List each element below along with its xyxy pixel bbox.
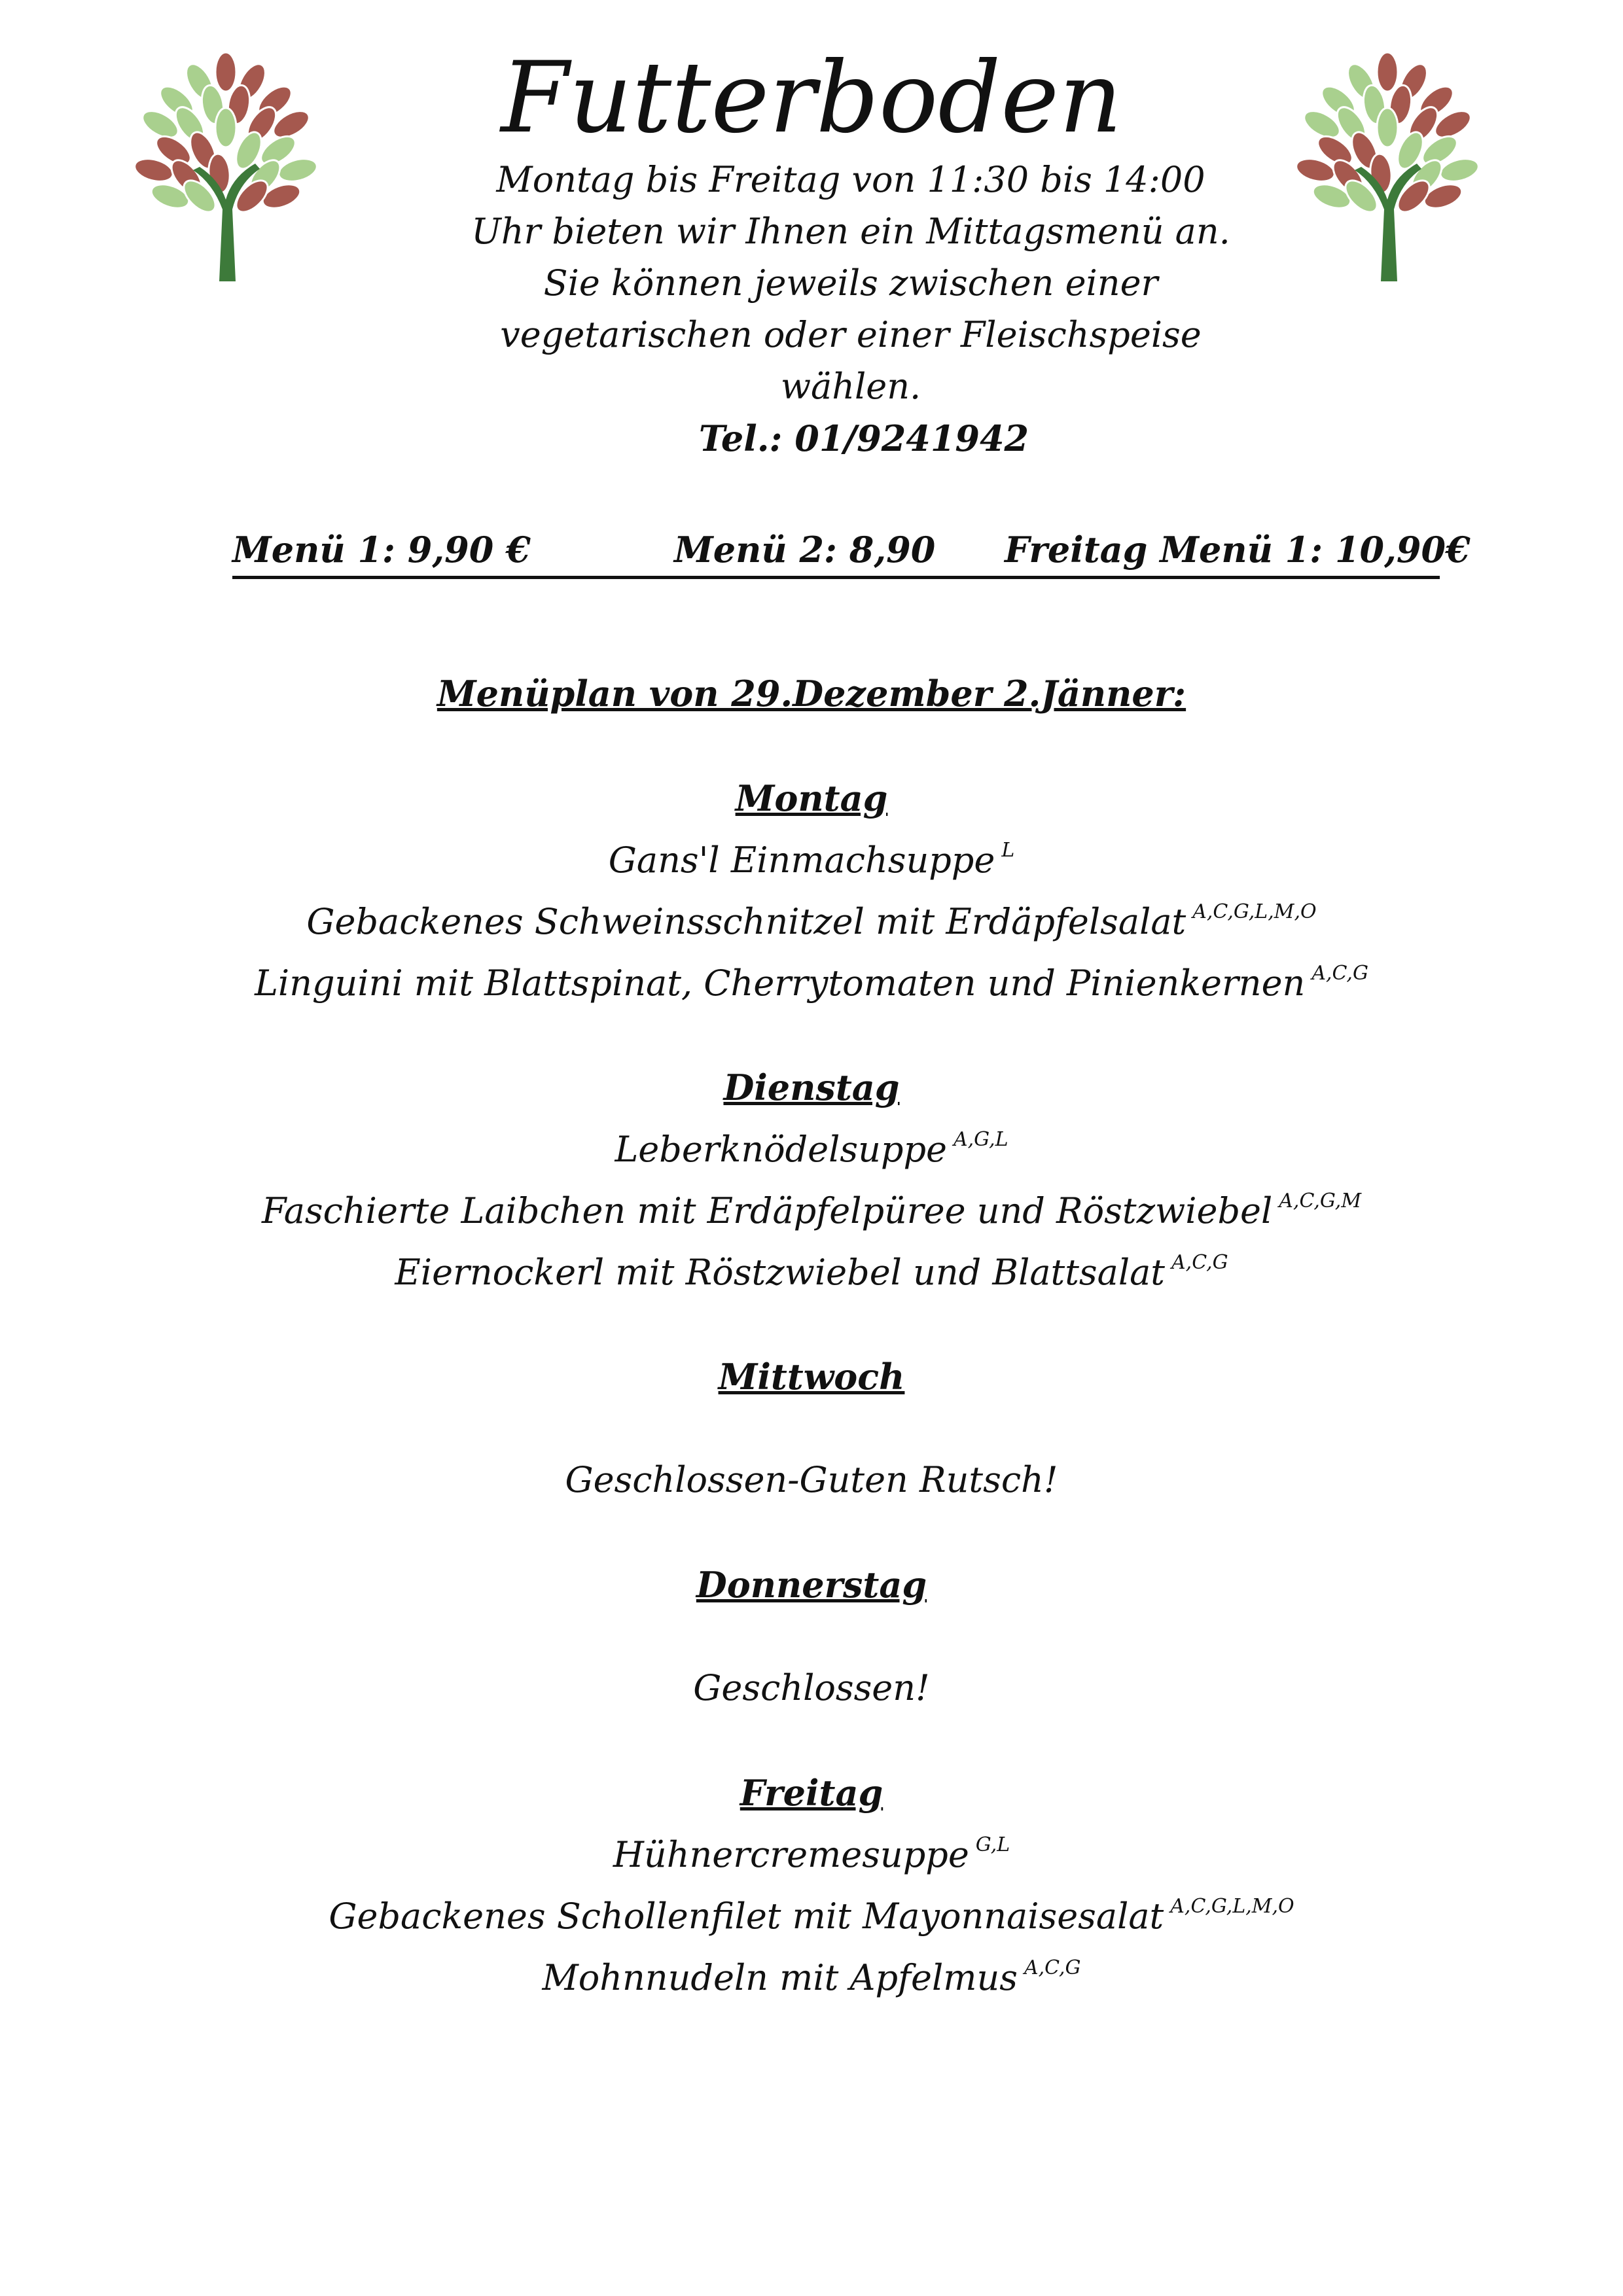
day-donnerstag xyxy=(0,1559,1623,1714)
price-bar xyxy=(232,523,1471,579)
dish xyxy=(0,1819,1623,1881)
allergen-codes: A,G,L xyxy=(953,1128,1008,1151)
dish xyxy=(0,1114,1623,1175)
intro-line: Sie können jeweils zwischen einer xyxy=(543,262,1158,304)
weekly-menu xyxy=(0,772,1623,2004)
price-friday-menu-1: Freitag Menü 1: 10,90€ xyxy=(1005,529,1471,571)
allergen-codes: A,C,G xyxy=(1171,1251,1228,1274)
intro-line: vegetarischen oder einer Fleischspeise xyxy=(500,314,1202,355)
price-menu-1: Menü 1: 9,90 € xyxy=(232,529,531,571)
closed-note: Geschlossen! xyxy=(693,1667,930,1708)
dish xyxy=(0,947,1623,1009)
allergen-codes: A,C,G,L,M,O xyxy=(1192,900,1317,923)
dish-name: Gans'l Einmachsuppe xyxy=(608,839,995,881)
dish xyxy=(0,886,1623,947)
intro-line: Montag bis Freitag von 11:30 bis 14:00 xyxy=(496,159,1205,200)
dish-name: Faschierte Laibchen mit Erdäpfelpüree und Röstzwiebel xyxy=(261,1190,1273,1231)
day-heading: Dienstag xyxy=(723,1067,900,1108)
allergen-codes: L xyxy=(1001,839,1015,862)
dish-name: Gebackenes Schollenfilet mit Mayonnaisesalat xyxy=(329,1896,1164,1937)
day-heading: Donnerstag xyxy=(696,1564,927,1606)
allergen-codes: A,C,G xyxy=(1024,1956,1081,1979)
dish xyxy=(0,1942,1623,2004)
price-menu-2: Menü 2: 8,90 xyxy=(674,529,936,571)
dish xyxy=(0,824,1623,886)
allergen-codes: A,C,G,M xyxy=(1279,1190,1362,1212)
day-mittwoch xyxy=(0,1351,1623,1506)
dish-name: Gebackenes Schweinsschnitzel mit Erdäpfelsalat xyxy=(306,901,1186,942)
intro-text xyxy=(393,154,1309,412)
dish-name: Leberknödelsuppe xyxy=(615,1129,947,1170)
phone-number: Tel.: 01/9241942 xyxy=(698,417,1029,459)
day-heading: Freitag xyxy=(740,1772,883,1814)
day-heading: Montag xyxy=(735,777,888,819)
menu-plan-title: Menüplan von 29.Dezember 2.Jänner: xyxy=(437,673,1186,715)
restaurant-name: Futterboden xyxy=(501,41,1122,155)
allergen-codes: A,C,G,L,M,O xyxy=(1170,1895,1294,1918)
day-heading: Mittwoch xyxy=(718,1356,905,1398)
dish xyxy=(0,1881,1623,1942)
intro-line: Uhr bieten wir Ihnen ein Mittagsmenü an. xyxy=(471,211,1230,252)
intro-line: wählen. xyxy=(780,366,921,407)
closed-note: Geschlossen-Guten Rutsch! xyxy=(565,1459,1058,1500)
dish-name: Mohnnudeln mit Apfelmus xyxy=(542,1957,1018,1998)
allergen-codes: A,C,G xyxy=(1311,962,1368,985)
dish-name: Eiernockerl mit Röstzwiebel und Blattsalat xyxy=(395,1252,1165,1293)
day-dienstag xyxy=(0,1061,1623,1298)
day-montag xyxy=(0,772,1623,1009)
day-freitag xyxy=(0,1767,1623,2004)
dish xyxy=(0,1237,1623,1298)
allergen-codes: G,L xyxy=(975,1833,1010,1856)
dish-name: Hühnercremesuppe xyxy=(613,1834,969,1875)
dish-name: Linguini mit Blattspinat, Cherrytomaten und Pinienkernen xyxy=(255,963,1306,1004)
dish xyxy=(0,1175,1623,1237)
